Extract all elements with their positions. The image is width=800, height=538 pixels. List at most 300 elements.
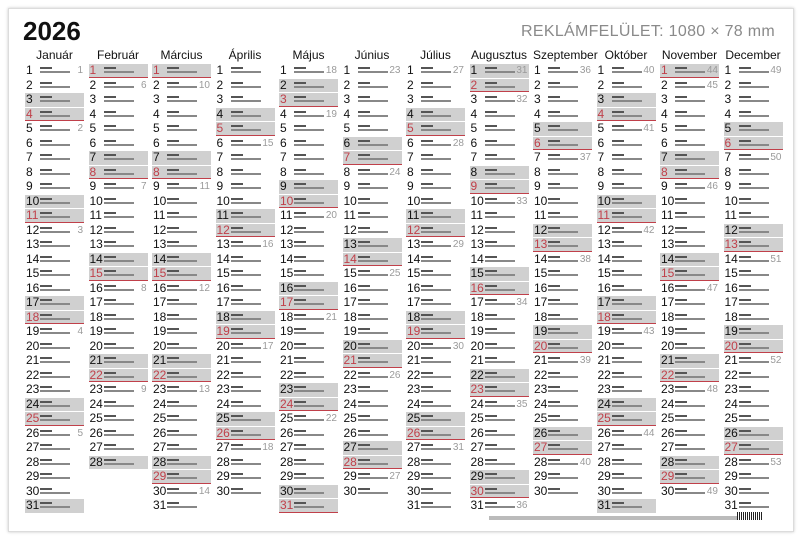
day-number: 5 [534, 121, 541, 135]
day-row [406, 223, 465, 238]
day-row [470, 339, 529, 354]
day-number: 2 [597, 77, 605, 92]
nameday-text [104, 82, 142, 84]
day-number: 4 [724, 106, 732, 121]
day-row [25, 469, 84, 484]
nameday-text [485, 140, 523, 142]
day-number: 29 [153, 469, 167, 483]
day-row [724, 382, 783, 397]
ad-space-label: REKLÁMFELÜLET: 1080 × 78 mm [521, 23, 775, 40]
day-number: 12 [343, 222, 357, 237]
day-row [25, 208, 84, 223]
nameday-text [294, 285, 332, 287]
day-row [406, 92, 465, 107]
day-number: 11 [343, 208, 356, 222]
day-row [152, 107, 211, 122]
day-number: 2 [343, 77, 351, 92]
day-number: 25 [407, 411, 421, 425]
day-number: 7 [534, 150, 541, 164]
nameday-text [421, 372, 459, 374]
day-row [470, 266, 529, 281]
nameday-text [612, 111, 650, 113]
day-row [216, 237, 275, 252]
day-row [343, 368, 402, 383]
nameday-text [358, 154, 396, 156]
day-row [25, 440, 84, 455]
day-row [25, 150, 84, 165]
nameday-text [612, 169, 650, 171]
day-row [470, 136, 529, 151]
day-number: 1 [26, 63, 33, 77]
day-number: 3 [597, 92, 605, 106]
nameday-text [485, 241, 523, 243]
nameday-text [104, 357, 142, 359]
nameday-text [358, 198, 396, 200]
week-number: 49 [770, 65, 782, 76]
day-number: 25 [216, 411, 230, 425]
day-number: 22 [470, 367, 484, 382]
nameday-text [231, 169, 269, 171]
week-number: 33 [516, 195, 528, 207]
day-number: 8 [470, 164, 478, 179]
nameday-text [358, 386, 396, 388]
day-number: 5 [407, 121, 414, 135]
nameday-text [612, 357, 650, 359]
day-number: 20 [407, 338, 421, 353]
nameday-text [104, 314, 142, 316]
day-number: 23 [724, 382, 738, 396]
day-row [470, 78, 529, 93]
day-row [152, 324, 211, 339]
day-row [470, 281, 529, 296]
day-number: 14 [26, 251, 40, 266]
nameday-text [358, 357, 396, 359]
day-row [406, 78, 465, 93]
day-row [216, 121, 275, 136]
day-row [279, 440, 338, 455]
day-row [343, 440, 402, 455]
day-number: 15 [216, 266, 230, 280]
month-name: December [725, 48, 781, 62]
day-number: 30 [26, 483, 40, 498]
nameday-text [485, 82, 523, 84]
day-row [660, 150, 719, 165]
month-name: Március [160, 48, 203, 62]
day-number: 9 [470, 179, 478, 193]
day-row [343, 194, 402, 209]
nameday-text [675, 96, 713, 98]
day-number: 10 [26, 193, 40, 208]
month-column [343, 47, 402, 498]
nameday-text [104, 430, 142, 432]
day-row [25, 266, 84, 281]
week-number: 9 [140, 384, 147, 395]
nameday-text [167, 328, 205, 330]
nameday-text [485, 270, 523, 272]
day-number: 30 [343, 483, 357, 498]
nameday-text [548, 227, 586, 229]
day-row [533, 353, 592, 368]
day-number: 14 [153, 251, 167, 266]
day-number: 5 [26, 121, 33, 135]
day-number: 7 [661, 150, 668, 164]
day-number: 12 [724, 222, 738, 237]
day-number: 29 [216, 469, 230, 483]
week-number: 51 [770, 253, 782, 265]
day-number: 20 [534, 338, 548, 353]
day-number: 18 [89, 309, 103, 324]
day-row [406, 339, 465, 354]
day-number: 6 [407, 135, 414, 150]
day-number: 13 [407, 237, 421, 251]
day-row [470, 208, 529, 223]
day-row [724, 310, 783, 325]
day-row [470, 469, 529, 484]
nameday-text [421, 473, 459, 475]
day-row [406, 426, 465, 441]
day-row [660, 78, 719, 93]
day-number: 18 [724, 309, 738, 324]
day-row [406, 194, 465, 209]
day-number: 20 [661, 338, 675, 353]
day-row [724, 237, 783, 252]
day-row [470, 368, 529, 383]
nameday-text [167, 256, 205, 258]
nameday-text [485, 488, 523, 490]
nameday-text [739, 386, 777, 388]
day-row [724, 78, 783, 93]
nameday-text [548, 473, 586, 475]
day-row [279, 310, 338, 325]
week-number: 32 [516, 94, 528, 105]
sunday-marker [279, 512, 338, 513]
month-name: Január [36, 48, 73, 62]
nameday-text [421, 256, 459, 258]
nameday-text [548, 270, 586, 272]
day-row [470, 484, 529, 499]
nameday-text [421, 357, 459, 359]
day-number: 17 [597, 295, 611, 309]
day-number: 21 [153, 353, 167, 367]
nameday-text [485, 314, 523, 316]
day-row [279, 150, 338, 165]
day-number: 29 [280, 469, 294, 483]
day-row [25, 121, 84, 136]
nameday-text [40, 256, 78, 258]
nameday-text [104, 299, 142, 301]
nameday-text [104, 183, 142, 185]
nameday-text [231, 154, 269, 156]
day-row [533, 194, 592, 209]
day-number: 11 [280, 208, 293, 222]
day-number: 21 [343, 353, 357, 367]
day-row [89, 194, 148, 209]
nameday-text [40, 488, 78, 490]
day-number: 13 [470, 237, 484, 251]
nameday-text [421, 183, 459, 185]
day-row [406, 411, 465, 426]
week-number: 21 [325, 311, 337, 323]
day-number: 8 [89, 164, 97, 179]
nameday-text [485, 328, 523, 330]
day-row [279, 382, 338, 397]
day-row [406, 353, 465, 368]
nameday-text [40, 314, 78, 316]
week-number: 40 [643, 65, 655, 76]
nameday-text [40, 212, 78, 214]
nameday-text [612, 82, 650, 84]
day-number: 25 [534, 411, 548, 425]
day-number: 8 [724, 164, 732, 179]
day-number: 17 [724, 295, 738, 309]
day-row [343, 353, 402, 368]
day-row [724, 194, 783, 209]
day-row [25, 194, 84, 209]
day-number: 16 [216, 280, 230, 295]
day-row [660, 92, 719, 107]
nameday-text [294, 343, 332, 345]
nameday-text [548, 140, 586, 142]
day-number: 25 [280, 411, 294, 425]
day-row [533, 281, 592, 296]
day-number: 25 [89, 411, 103, 425]
week-number: 4 [77, 326, 83, 337]
day-number: 17 [89, 295, 103, 309]
nameday-text [104, 212, 142, 214]
day-row [279, 92, 338, 107]
nameday-text [548, 111, 586, 113]
day-number: 5 [89, 121, 97, 135]
day-row [25, 368, 84, 383]
nameday-text [40, 386, 78, 388]
day-number: 10 [534, 193, 548, 208]
nameday-text [485, 343, 523, 345]
nameday-text [612, 415, 650, 417]
day-row [279, 397, 338, 412]
day-row [152, 179, 211, 194]
week-number: 12 [198, 282, 210, 294]
day-row [470, 455, 529, 470]
week-number: 38 [579, 253, 591, 265]
nameday-text [675, 256, 713, 258]
day-number: 28 [153, 454, 167, 469]
day-row [533, 324, 592, 339]
day-number: 5 [724, 121, 732, 135]
week-number: 11 [199, 181, 210, 192]
nameday-text [104, 111, 142, 113]
day-number: 19 [216, 324, 230, 338]
day-row [533, 223, 592, 238]
day-number: 22 [343, 367, 357, 382]
day-number: 30 [724, 483, 738, 498]
day-row [25, 339, 84, 354]
day-number: 20 [26, 338, 40, 353]
day-number: 26 [724, 425, 738, 440]
day-number: 16 [407, 280, 421, 295]
month-name: Február [96, 48, 140, 62]
day-number: 6 [597, 135, 605, 150]
day-row [216, 397, 275, 412]
day-row [89, 382, 148, 397]
day-row [343, 484, 402, 499]
day-number: 8 [26, 164, 33, 179]
nameday-text [675, 314, 713, 316]
week-number: 15 [262, 137, 274, 149]
day-row [597, 78, 656, 93]
nameday-text [167, 473, 205, 475]
day-row [470, 382, 529, 397]
day-row [724, 498, 783, 513]
day-number: 6 [343, 135, 351, 150]
day-row [152, 469, 211, 484]
day-number: 22 [153, 367, 167, 382]
day-number: 4 [534, 106, 541, 121]
nameday-text [167, 343, 205, 345]
day-number: 14 [661, 251, 675, 266]
day-number: 14 [724, 251, 738, 266]
nameday-text [612, 140, 650, 142]
day-row [216, 92, 275, 107]
day-number: 8 [153, 164, 160, 179]
day-number: 27 [597, 440, 611, 454]
nameday-text [612, 401, 650, 403]
day-number: 18 [597, 309, 611, 324]
day-row [89, 179, 148, 194]
day-number: 29 [724, 469, 738, 483]
day-row [279, 179, 338, 194]
nameday-text [358, 285, 396, 287]
day-number: 6 [534, 135, 541, 150]
nameday-text [40, 111, 78, 113]
nameday-text [104, 256, 142, 258]
nameday-text [167, 357, 205, 359]
day-number: 21 [216, 353, 230, 367]
nameday-text [40, 343, 78, 345]
nameday-text [40, 459, 78, 461]
day-row [343, 266, 402, 281]
nameday-text [675, 343, 713, 345]
nameday-text [167, 140, 205, 142]
day-row [660, 484, 719, 499]
nameday-text [675, 430, 713, 432]
nameday-text [40, 67, 78, 69]
nameday-text [167, 227, 205, 229]
nameday-text [612, 154, 650, 156]
day-number: 15 [407, 266, 421, 280]
nameday-text [548, 198, 586, 200]
day-number: 15 [597, 266, 611, 280]
day-number: 24 [343, 396, 357, 411]
day-row [724, 223, 783, 238]
nameday-text [739, 444, 777, 446]
day-number: 26 [26, 425, 40, 440]
day-number: 13 [534, 237, 548, 251]
day-number: 7 [153, 150, 160, 164]
nameday-text [104, 343, 142, 345]
day-row [152, 440, 211, 455]
day-number: 30 [280, 483, 294, 498]
nameday-text [421, 415, 459, 417]
nameday-text [231, 67, 269, 69]
nameday-text [104, 67, 142, 69]
day-row [89, 353, 148, 368]
nameday-text [358, 328, 396, 330]
day-row [724, 281, 783, 296]
day-row [279, 484, 338, 499]
day-row [343, 237, 402, 252]
week-number: 6 [140, 79, 147, 91]
day-row [406, 324, 465, 339]
day-row [152, 426, 211, 441]
day-row [470, 92, 529, 107]
day-row [216, 339, 275, 354]
day-number: 3 [534, 92, 541, 106]
day-row [724, 121, 783, 136]
day-number: 29 [343, 469, 357, 483]
nameday-text [358, 430, 396, 432]
nameday-text [231, 96, 269, 98]
day-number: 23 [26, 382, 40, 396]
month-name: Augusztus [470, 48, 528, 62]
day-number: 4 [216, 106, 224, 121]
nameday-text [231, 401, 269, 403]
day-number: 30 [534, 483, 548, 498]
day-row [533, 426, 592, 441]
nameday-text [231, 473, 269, 475]
day-number: 19 [343, 324, 357, 338]
day-row [597, 63, 656, 78]
day-number: 22 [89, 367, 103, 382]
week-number: 41 [643, 123, 655, 134]
nameday-text [485, 256, 523, 258]
day-number: 24 [280, 396, 294, 411]
nameday-text [612, 96, 650, 98]
day-row [25, 136, 84, 151]
nameday-text [485, 125, 523, 127]
nameday-text [231, 227, 269, 229]
day-number: 18 [661, 309, 675, 324]
nameday-text [675, 459, 713, 461]
day-number: 9 [280, 179, 287, 193]
day-row [470, 223, 529, 238]
nameday-text [358, 459, 396, 461]
day-number: 28 [661, 454, 675, 469]
day-number: 18 [26, 309, 40, 324]
nameday-text [104, 270, 142, 272]
day-number: 13 [216, 237, 230, 251]
nameday-text [358, 401, 396, 403]
day-row [25, 252, 84, 267]
nameday-text [739, 430, 777, 432]
day-row [597, 295, 656, 310]
day-row [660, 223, 719, 238]
day-number: 23 [216, 382, 230, 396]
day-number: 3 [407, 92, 414, 106]
nameday-text [739, 415, 777, 417]
day-number: 7 [280, 150, 287, 164]
day-number: 14 [407, 251, 421, 266]
day-number: 28 [597, 454, 611, 469]
week-number: 16 [262, 239, 274, 250]
day-number: 16 [534, 280, 548, 295]
nameday-text [167, 96, 205, 98]
nameday-text [40, 183, 78, 185]
day-row [343, 252, 402, 267]
day-number: 17 [153, 295, 167, 309]
day-number: 24 [724, 396, 738, 411]
day-row [660, 397, 719, 412]
day-number: 22 [661, 367, 675, 382]
